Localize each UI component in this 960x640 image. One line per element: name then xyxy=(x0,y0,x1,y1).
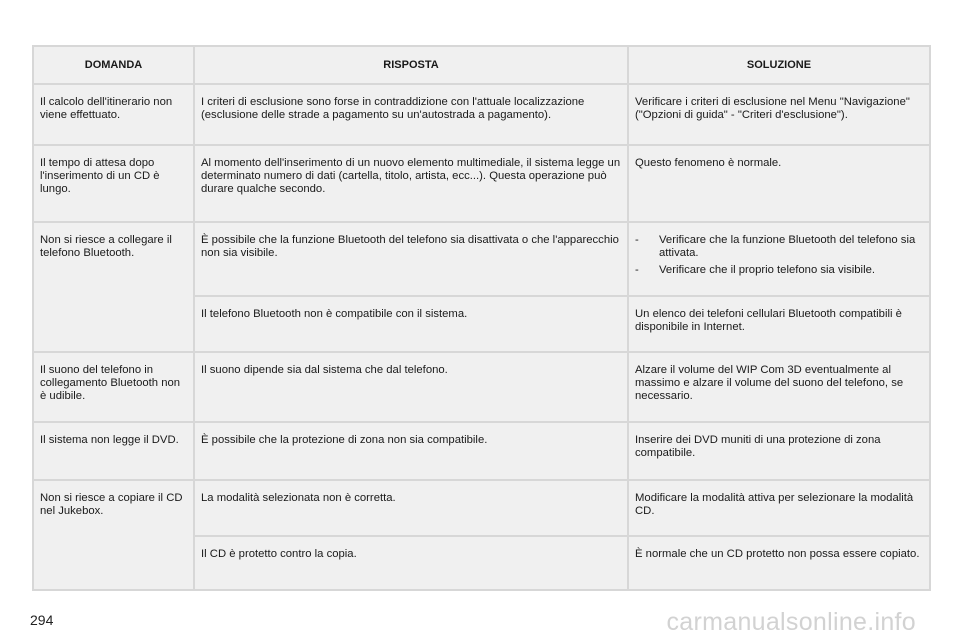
solution-cell: Verificare i criteri di esclusione nel Menu "Navigazione" ("Opzioni di guida" - "Criteri d'esclusione"). xyxy=(628,84,930,145)
table-row xyxy=(33,352,930,423)
answer-cell: La modalità selezionata non è corretta. xyxy=(194,480,628,536)
list-item-text: Verificare che la funzione Bluetooth del telefono sia attivata. xyxy=(659,233,916,259)
question-cell: Non si riesce a copiare il CD nel Jukebox. xyxy=(33,480,194,590)
question-cell: Il suono del telefono in collegamento Bluetooth non è udibile. xyxy=(33,352,194,423)
header-domanda: DOMANDA xyxy=(33,46,194,84)
table-row xyxy=(33,84,930,145)
table-header-row xyxy=(33,46,930,84)
question-cell: Il calcolo dell'itinerario non viene effettuato. xyxy=(33,84,194,145)
solution-cell: Modificare la modalità attiva per selezionare la modalità CD. xyxy=(628,480,930,536)
dash-bullet: - xyxy=(635,263,639,276)
dash-bullet: - xyxy=(635,233,639,246)
question-cell: Il tempo di attesa dopo l'inserimento di un CD è lungo. xyxy=(33,145,194,222)
list-item xyxy=(635,264,923,277)
solution-list xyxy=(635,234,923,277)
question-cell: Non si riesce a collegare il telefono Bluetooth. xyxy=(33,222,194,352)
list-item-text: Verificare che il proprio telefono sia visibile. xyxy=(659,263,876,276)
question-cell: Il sistema non legge il DVD. xyxy=(33,422,194,479)
solution-cell xyxy=(628,222,930,296)
troubleshooting-table xyxy=(32,45,931,591)
table-row xyxy=(33,422,930,479)
table-row xyxy=(33,222,930,296)
solution-cell: Alzare il volume del WIP Com 3D eventualmente al massimo e alzare il volume del suono del telefono, se necessario. xyxy=(628,352,930,423)
answer-cell: È possibile che la protezione di zona non sia compatibile. xyxy=(194,422,628,479)
answer-cell: I criteri di esclusione sono forse in contraddizione con l'attuale localizzazione (esclusione delle strade a pagamento su un'autostrada a pagamento). xyxy=(194,84,628,145)
answer-cell: Il suono dipende sia dal sistema che dal telefono. xyxy=(194,352,628,423)
answer-cell: Il CD è protetto contro la copia. xyxy=(194,536,628,590)
solution-cell: È normale che un CD protetto non possa essere copiato. xyxy=(628,536,930,590)
list-item xyxy=(635,234,923,260)
header-soluzione: SOLUZIONE xyxy=(628,46,930,84)
solution-cell: Inserire dei DVD muniti di una protezione di zona compatibile. xyxy=(628,422,930,479)
answer-cell: Al momento dell'inserimento di un nuovo elemento multimediale, il sistema legge un determinato numero di dati (cartella, titolo, artista, ecc...). Questa operazione può durare qualche secondo. xyxy=(194,145,628,222)
solution-cell: Questo fenomeno è normale. xyxy=(628,145,930,222)
table-row xyxy=(33,145,930,222)
watermark: carmanualsonline.info xyxy=(666,608,916,636)
answer-cell: Il telefono Bluetooth non è compatibile con il sistema. xyxy=(194,296,628,352)
page-number: 294 xyxy=(30,612,54,628)
table-row xyxy=(33,480,930,536)
solution-cell: Un elenco dei telefoni cellulari Bluetooth compatibili è disponibile in Internet. xyxy=(628,296,930,352)
answer-cell: È possibile che la funzione Bluetooth del telefono sia disattivata o che l'apparecchio non sia visibile. xyxy=(194,222,628,296)
header-risposta: RISPOSTA xyxy=(194,46,628,84)
